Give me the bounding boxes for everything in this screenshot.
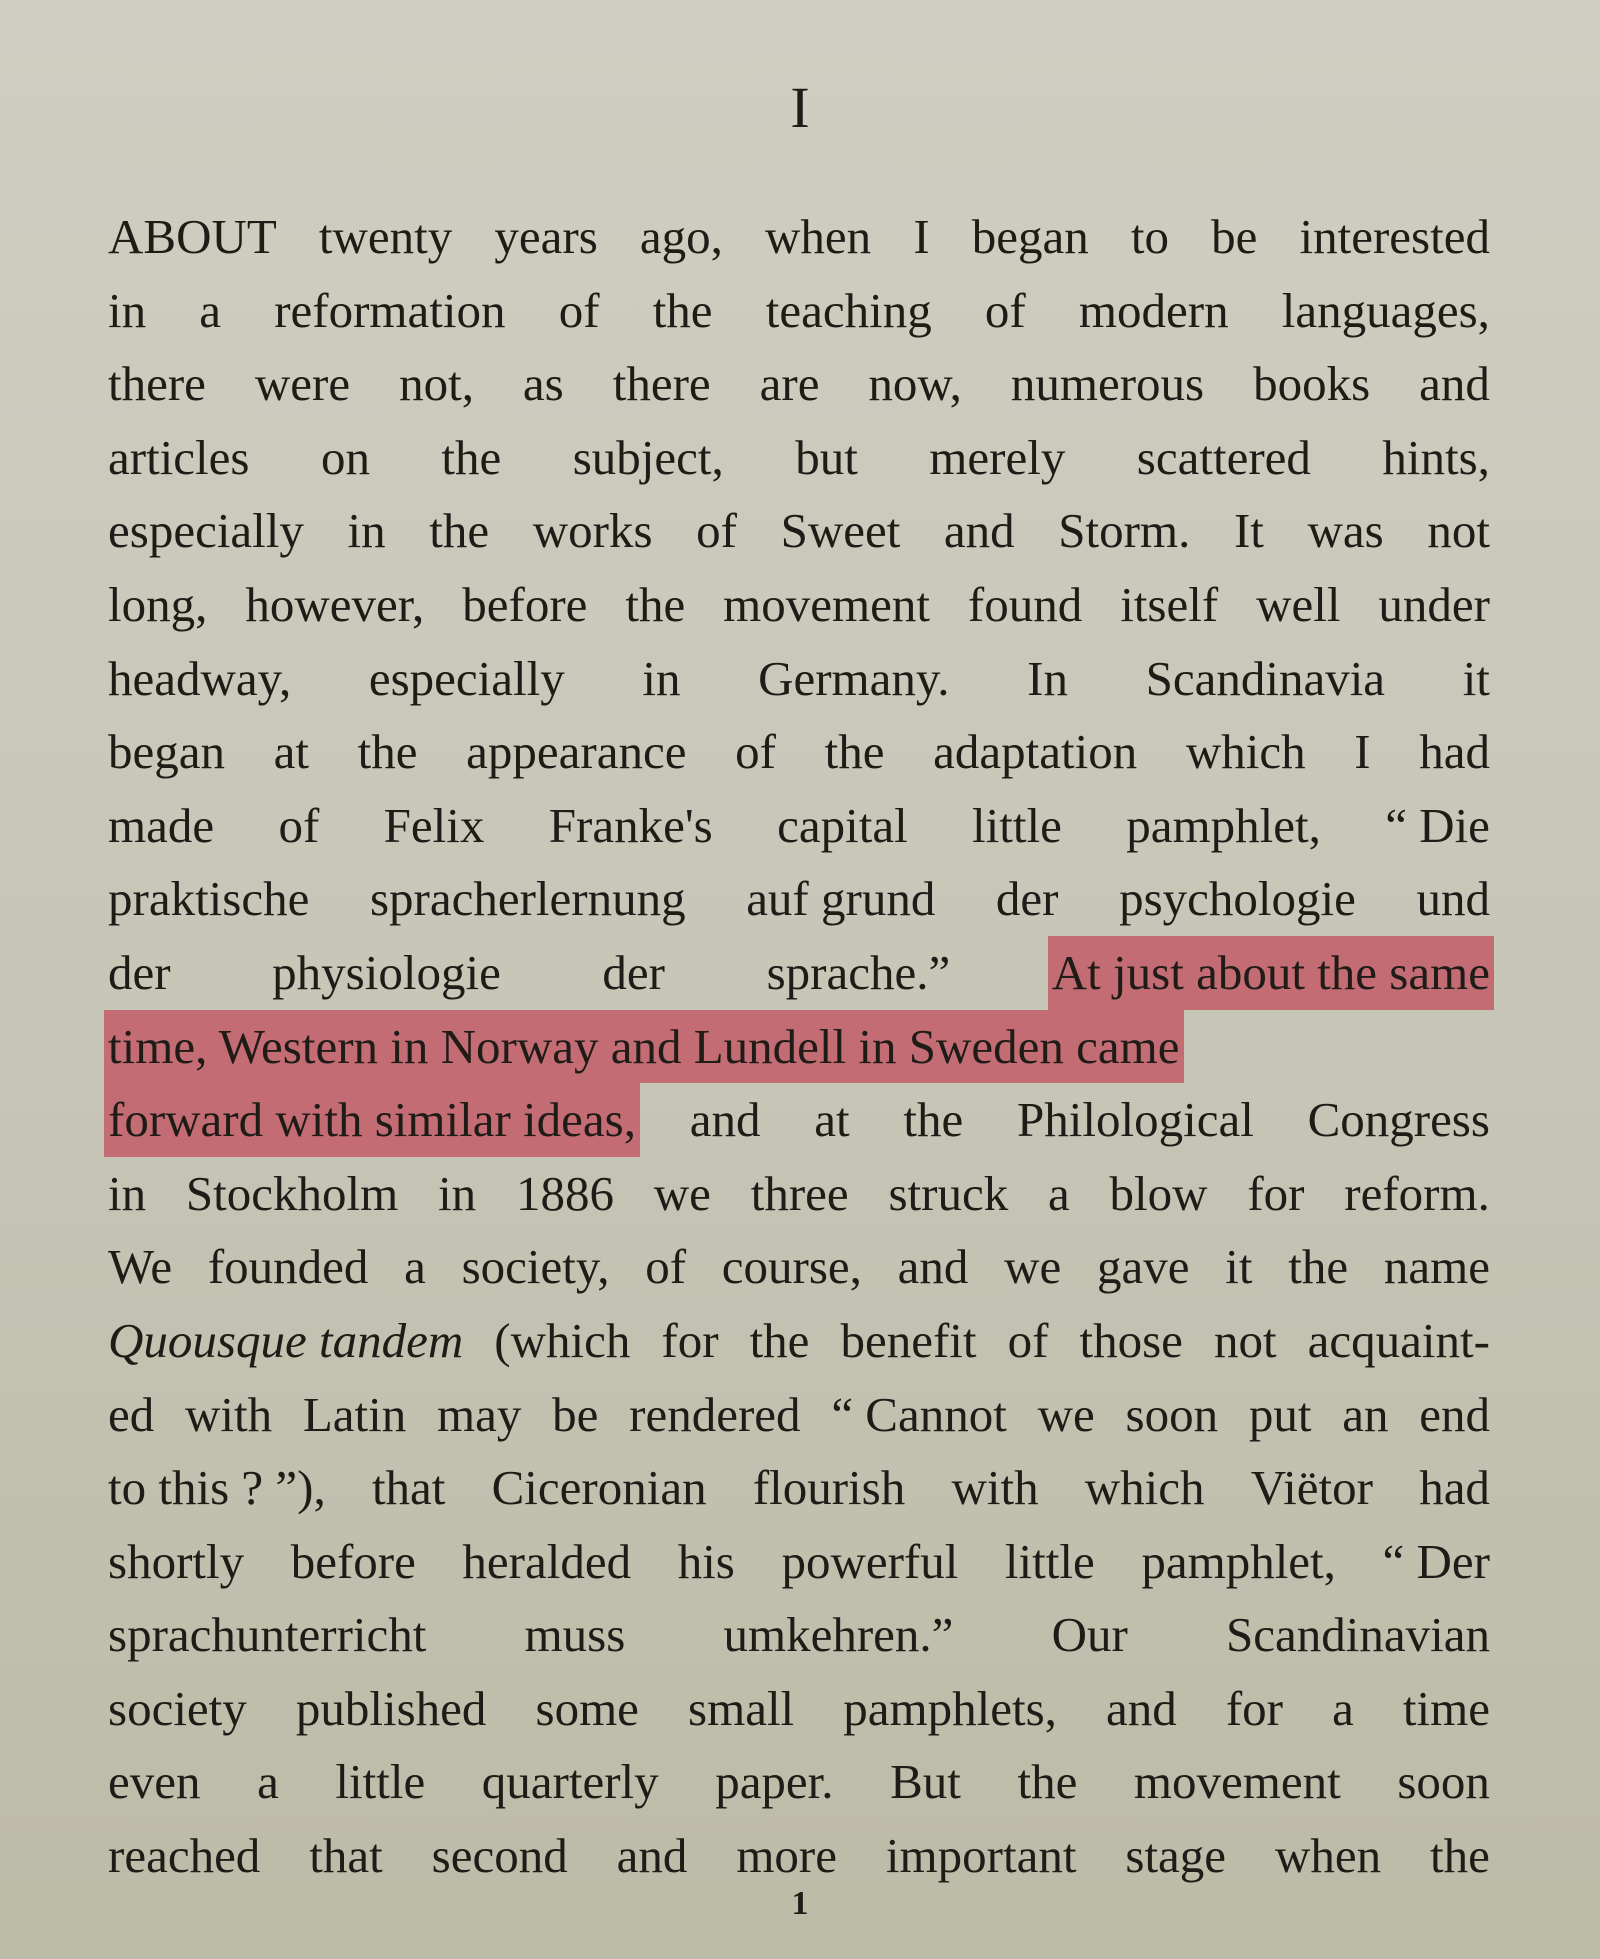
word: some	[535, 1680, 639, 1736]
word: movement	[1133, 1754, 1341, 1810]
word: not	[1213, 1312, 1277, 1368]
text-line	[108, 1230, 1490, 1304]
word: pamphlet,	[1141, 1533, 1336, 1589]
text-line	[108, 200, 1490, 274]
word: But	[890, 1754, 961, 1810]
word: not,	[399, 356, 474, 412]
word: name	[1383, 1239, 1490, 1295]
word: long,	[108, 576, 208, 632]
word: und	[1416, 871, 1490, 927]
word: scattered	[1136, 429, 1311, 485]
word: more	[736, 1828, 837, 1884]
word: with	[185, 1386, 273, 1442]
word: may	[437, 1386, 522, 1442]
word: books	[1253, 356, 1371, 412]
word: a	[257, 1754, 279, 1810]
word: articles	[108, 429, 250, 485]
word: a	[1048, 1165, 1070, 1221]
word: well	[1256, 576, 1341, 632]
text-line	[108, 1819, 1490, 1893]
word: especially	[368, 650, 565, 706]
word: as	[522, 356, 564, 412]
word: at	[273, 724, 310, 780]
word: for	[661, 1312, 719, 1368]
word: which	[1185, 724, 1306, 780]
word: acquaint-	[1307, 1312, 1490, 1368]
word: especially	[108, 503, 304, 559]
word: Stockholm	[185, 1165, 399, 1221]
text-line	[108, 1378, 1490, 1452]
text-line	[108, 715, 1490, 789]
word: flourish	[752, 1460, 906, 1516]
word: and	[689, 1092, 761, 1148]
text-line	[108, 1010, 1490, 1084]
word: 1886	[515, 1165, 614, 1221]
word: itself	[1120, 576, 1219, 632]
word: a	[1332, 1680, 1354, 1736]
word: adaptation	[933, 724, 1138, 780]
word: physiologie	[272, 944, 501, 1000]
word: on	[320, 429, 370, 485]
word: of	[645, 1239, 687, 1295]
word: to	[1130, 209, 1170, 264]
word: for	[1247, 1165, 1305, 1221]
word: and	[897, 1239, 969, 1295]
word: We	[108, 1239, 173, 1295]
word: spracherlernung	[369, 871, 686, 927]
word: der	[108, 944, 171, 1000]
word: put	[1248, 1386, 1312, 1442]
word: in	[108, 1165, 147, 1221]
word: for	[1225, 1680, 1283, 1736]
word: ed	[108, 1386, 155, 1442]
word: in	[438, 1165, 477, 1221]
word: benefit	[840, 1312, 977, 1368]
word: before	[462, 576, 588, 632]
word: shortly	[108, 1533, 245, 1589]
word: that	[371, 1460, 446, 1516]
word: it	[1225, 1239, 1253, 1295]
word: course,	[721, 1239, 862, 1295]
word: powerful	[781, 1533, 959, 1589]
word: even	[108, 1754, 201, 1810]
word: now,	[868, 356, 962, 412]
word: modern	[1078, 282, 1229, 338]
word: subject,	[572, 429, 724, 485]
word: found	[967, 576, 1083, 632]
word: der	[602, 944, 665, 1000]
word: made	[108, 797, 215, 853]
word: headway,	[108, 650, 292, 706]
word: time, Western in Norway and Lundell in Sweden came	[104, 1010, 1184, 1084]
text-line	[108, 1672, 1490, 1746]
word: numerous	[1010, 356, 1205, 412]
word: capital	[777, 797, 908, 853]
word: of	[984, 282, 1026, 338]
word: works	[532, 503, 653, 559]
word: the	[1430, 1828, 1490, 1884]
word: of	[558, 282, 600, 338]
word: three	[750, 1165, 849, 1221]
word: Quousque tandem	[108, 1312, 464, 1368]
word: sprache.”	[766, 944, 951, 1000]
word: teaching	[765, 282, 932, 338]
word: and	[1419, 356, 1490, 412]
word: the	[357, 724, 418, 780]
word: the	[429, 503, 490, 559]
word: when	[1274, 1828, 1382, 1884]
word: important	[885, 1828, 1077, 1884]
word: end	[1419, 1386, 1490, 1442]
word: not	[1427, 503, 1490, 559]
word: ABOUT	[108, 209, 277, 264]
word: rendered	[629, 1386, 801, 1442]
word: are	[759, 356, 820, 412]
word: and	[616, 1828, 688, 1884]
body-text	[108, 200, 1490, 1893]
word: small	[688, 1680, 795, 1736]
text-line	[108, 494, 1490, 568]
word: Congress	[1307, 1092, 1490, 1148]
text-line	[108, 1083, 1490, 1157]
word: heralded	[462, 1533, 632, 1589]
word: of	[735, 724, 776, 780]
word: struck	[888, 1165, 1009, 1221]
text-line	[108, 642, 1490, 716]
word: auf grund	[746, 871, 936, 927]
word: a	[404, 1239, 426, 1295]
word: years	[494, 209, 598, 264]
word: I	[1354, 724, 1371, 780]
word: second	[431, 1828, 568, 1884]
word: gave	[1097, 1239, 1190, 1295]
text-line	[108, 347, 1490, 421]
word: the	[824, 724, 885, 780]
text-line	[108, 789, 1490, 863]
word: began	[971, 209, 1089, 264]
text-line	[108, 1598, 1490, 1672]
word: of	[696, 503, 737, 559]
word: Sweet	[780, 503, 901, 559]
word: Our	[1051, 1607, 1128, 1663]
word: we	[653, 1165, 711, 1221]
word: merely	[929, 429, 1066, 485]
word: forward with similar ideas,	[104, 1083, 640, 1157]
word: however,	[245, 576, 425, 632]
text-line	[108, 421, 1490, 495]
word: it	[1462, 650, 1490, 706]
word: stage	[1125, 1828, 1227, 1884]
word: the	[749, 1312, 810, 1368]
word: blow	[1109, 1165, 1208, 1221]
word: had	[1419, 1460, 1490, 1516]
word: reached	[108, 1828, 261, 1884]
word: Philological	[1016, 1092, 1254, 1148]
word: umkehren.”	[723, 1607, 954, 1663]
word: published	[295, 1680, 487, 1736]
word: society,	[461, 1239, 610, 1295]
word: pamphlets,	[843, 1680, 1057, 1736]
word: the	[1017, 1754, 1078, 1810]
word: Viëtor	[1250, 1460, 1373, 1516]
word: we	[1037, 1386, 1095, 1442]
word: founded	[207, 1239, 369, 1295]
word: which	[1084, 1460, 1205, 1516]
word: the	[625, 576, 686, 632]
word: of	[1007, 1312, 1049, 1368]
word: but	[795, 429, 858, 485]
word: had	[1419, 724, 1490, 780]
word: ago,	[639, 209, 723, 264]
word: soon	[1397, 1754, 1490, 1810]
word: At just about the same	[1048, 936, 1494, 1010]
word: the	[441, 429, 502, 485]
word: movement	[723, 576, 930, 632]
word: Scandinavia	[1145, 650, 1386, 706]
word: in	[642, 650, 681, 706]
word: praktische	[108, 871, 310, 927]
word: we	[1004, 1239, 1062, 1295]
word: the	[652, 282, 713, 338]
word: Germany.	[758, 650, 950, 706]
text-line	[108, 1525, 1490, 1599]
word: It	[1233, 503, 1264, 559]
word: psychologie	[1119, 871, 1356, 927]
word: in	[347, 503, 386, 559]
word: when	[765, 209, 872, 264]
word: I	[913, 209, 930, 264]
word: muss	[524, 1607, 626, 1663]
word: were	[254, 356, 351, 412]
word: a	[199, 282, 222, 338]
word: appearance	[466, 724, 687, 780]
text-line	[108, 274, 1490, 348]
word: that	[309, 1828, 383, 1884]
word: time	[1402, 1680, 1490, 1736]
word: in	[108, 282, 147, 338]
word: interested	[1299, 209, 1490, 264]
word: reformation	[274, 282, 506, 338]
word: to this ? ”),	[108, 1460, 326, 1516]
text-line	[108, 568, 1490, 642]
word: Latin	[302, 1386, 407, 1442]
word: the	[903, 1092, 964, 1148]
word: little	[972, 797, 1062, 853]
word: before	[290, 1533, 416, 1589]
word: Franke's	[548, 797, 713, 853]
word: sprachunterricht	[108, 1607, 427, 1663]
word: of	[278, 797, 320, 853]
word: pamphlet,	[1126, 797, 1321, 853]
word: “ Die	[1385, 797, 1490, 853]
word: Ciceronian	[491, 1460, 707, 1516]
word: Storm.	[1058, 503, 1191, 559]
word: society	[108, 1680, 247, 1736]
word: be	[1211, 209, 1258, 264]
word: there	[108, 356, 206, 412]
text-line	[108, 1451, 1490, 1525]
word: there	[612, 356, 711, 412]
word: with	[951, 1460, 1039, 1516]
word: languages,	[1281, 282, 1490, 338]
word: “ Cannot	[831, 1386, 1007, 1442]
word: be	[552, 1386, 599, 1442]
page-number: 1	[791, 1885, 809, 1922]
word: Felix	[383, 797, 485, 853]
word: began	[108, 724, 225, 780]
word: was	[1307, 503, 1384, 559]
word: at	[814, 1092, 850, 1148]
word: der	[995, 871, 1059, 927]
word: an	[1342, 1386, 1389, 1442]
word: hints,	[1382, 429, 1490, 485]
word: (which	[494, 1312, 631, 1368]
word: those	[1079, 1312, 1183, 1368]
word: little	[1004, 1533, 1095, 1589]
word: reform.	[1344, 1165, 1490, 1221]
text-line	[108, 1304, 1490, 1378]
word: and	[943, 503, 1015, 559]
text-line	[108, 1157, 1490, 1231]
word: his	[677, 1533, 735, 1589]
word: under	[1378, 576, 1490, 632]
word: soon	[1125, 1386, 1219, 1442]
text-line	[108, 936, 1490, 1010]
text-line	[108, 862, 1490, 936]
word: quarterly	[481, 1754, 659, 1810]
word: the	[1288, 1239, 1349, 1295]
word: little	[335, 1754, 426, 1810]
word: paper.	[715, 1754, 834, 1810]
word: “ Der	[1382, 1533, 1490, 1589]
word: twenty	[318, 209, 453, 264]
text-line	[108, 1745, 1490, 1819]
word: and	[1106, 1680, 1177, 1736]
chapter-numeral: I	[790, 75, 810, 140]
word: Scandinavian	[1225, 1607, 1490, 1663]
word: In	[1027, 650, 1068, 706]
